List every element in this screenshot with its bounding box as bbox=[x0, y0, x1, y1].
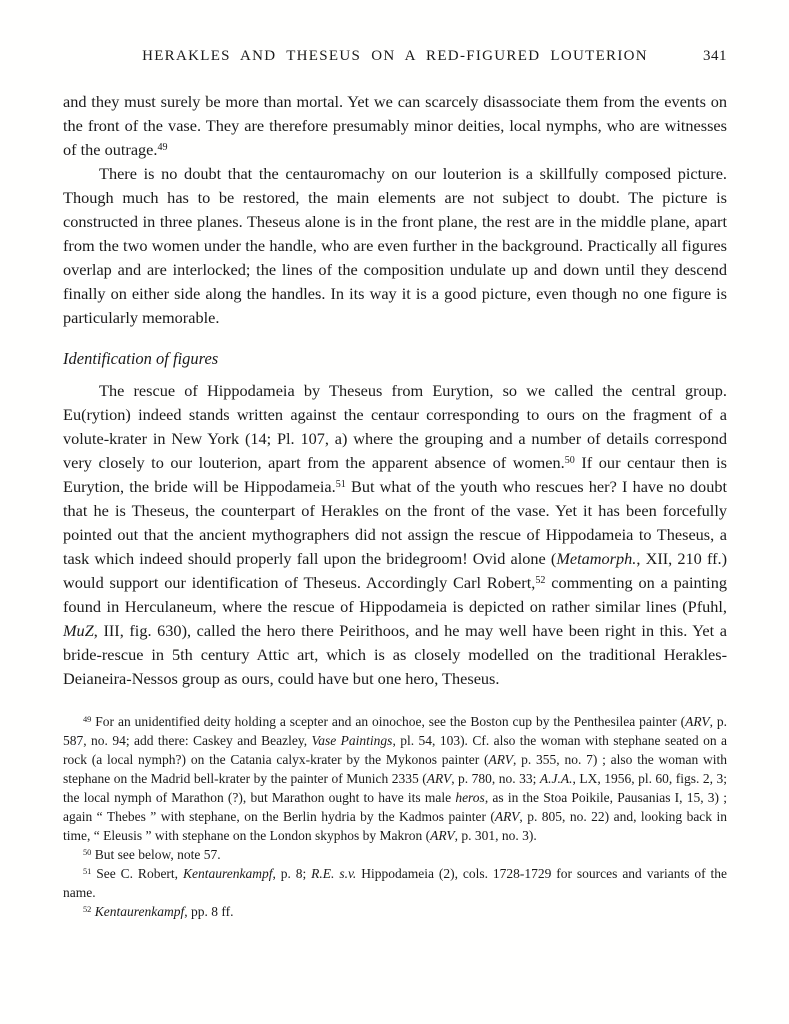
text-run: , p. 355, no. 7) ; also the woman with stephane on the Madrid bell-krater by the painter of Munich 2335 ( bbox=[63, 752, 727, 786]
italic-text: A.J.A. bbox=[539, 771, 573, 786]
footnote-marker: 52 bbox=[83, 904, 92, 914]
text-run: , as in the Stoa Poikile, Pausanias I, 15, 3) ; again “ Thebes ” with stephane, on the Berlin hydria by the Kadmos painter ( bbox=[63, 790, 727, 824]
footnote-marker: 50 bbox=[83, 847, 92, 857]
footnote-marker: 51 bbox=[83, 866, 92, 876]
italic-text: heros bbox=[455, 790, 485, 805]
italic-text: ARV bbox=[488, 752, 513, 767]
footnote-marker: 51 bbox=[335, 478, 346, 490]
italic-text: ARV bbox=[426, 771, 452, 786]
text-run: , XII, 210 ff.) would support our identification of Theseus. Accordingly Carl Robert, bbox=[63, 549, 727, 592]
italic-text: Kentaurenkampf bbox=[94, 904, 185, 919]
running-head bbox=[63, 48, 727, 65]
text-run: , pl. 54, 103). Cf. also the woman with stephane seated on a rock (a local nymph?) on the Catania calyx-krater by the Mykonos painter ( bbox=[63, 733, 727, 767]
text-run: commenting on a painting found in Herculaneum, where the rescue of Hippodameia is depicted on rather similar lines (Pfuhl, bbox=[63, 573, 727, 616]
paragraph bbox=[63, 162, 727, 330]
text-run: , p. 780, no. 33; bbox=[451, 771, 540, 786]
text-run: , p. 8; bbox=[272, 866, 312, 881]
text-run: See C. Robert, bbox=[91, 866, 183, 881]
footnote-marker: 50 bbox=[564, 454, 575, 466]
text-run: For an unidentified deity holding a scepter and an oinochoe, see the Boston cup by the Penthesilea painter ( bbox=[91, 714, 686, 729]
text-run: , p. 301, no. 3). bbox=[454, 828, 537, 843]
text-run: There is no doubt that the centauromachy on our louterion is a skillfully composed picture. Though much has to be restored, the main elements are not subject to doubt. The picture is constructed in three planes. Theseus alone is in the front plane, the rest are in the middle plane, apart from the two women under the handle, who are even further in the background. Practically all figures overlap and are interlocked; the lines of the composition undulate up and down until they descend finally on either side along the handles. In its way it is a good picture, even though no one figure is particularly memorable. bbox=[63, 164, 727, 327]
italic-text: MuZ bbox=[63, 621, 94, 640]
text-run: But see below, note 57. bbox=[91, 847, 221, 862]
text-run: , p. 587, no. 94; add there: Caskey and Beazley, bbox=[63, 714, 727, 748]
running-title: HERAKLES AND THESEUS ON A RED-FIGURED LOUTERION bbox=[142, 48, 648, 64]
footnote bbox=[63, 902, 727, 921]
text-run: But what of the youth who rescues her? I have no doubt that he is Theseus, the counterpart of Herakles on the front of the vase. Yet it has been forcefully pointed out that the ancient mythographers did not assign the rescue of Hippodameia to Theseus, a task which indeed should properly fall upon the bridegroom! Ovid alone ( bbox=[63, 477, 728, 568]
section-heading: Identification of figures bbox=[63, 349, 219, 368]
italic-text: R.E. s.v. bbox=[311, 866, 357, 881]
paragraph bbox=[63, 90, 727, 162]
footnote-marker: 49 bbox=[83, 714, 92, 724]
footnote bbox=[63, 712, 727, 845]
italic-text: Metamorph. bbox=[556, 549, 637, 568]
text-run: Hippodameia (2), cols. 1728-1729 for sources and variants of the name. bbox=[63, 866, 727, 900]
footnotes bbox=[63, 712, 727, 921]
text-run: and they must surely be more than mortal. Yet we can scarcely disassociate them from the events on the front of the vase. They are therefore presumably minor deities, local nymphs, who are witnesses of the outrage. bbox=[63, 92, 727, 159]
italic-text: ARV bbox=[430, 828, 455, 843]
italic-text: Vase Paintings bbox=[311, 733, 393, 748]
footnote bbox=[63, 864, 727, 902]
text-run: If our centaur then is Eurytion, the bride will be Hippodameia. bbox=[63, 453, 727, 496]
text-run: , pp. 8 ff. bbox=[184, 904, 234, 919]
text-run: The rescue of Hippodameia by Theseus from Eurytion, so we called the central group. Eu(rytion) indeed stands written against the centaur corresponding to ours on the fragment of a volute-krater in New York (14; Pl. 107, a) where the grouping and a number of details correspond very closely to our louterion, apart from the apparent absence of women. bbox=[63, 381, 727, 472]
italic-text: ARV bbox=[494, 809, 520, 824]
text-run: , p. 805, no. 22) and, looking back in time, “ Eleusis ” with stephane on the London skyphos by Makron ( bbox=[63, 809, 727, 843]
footnote bbox=[63, 845, 727, 864]
text-run: , LX, 1956, pl. 60, figs. 2, 3; the local nymph of Marathon (?), but Marathon ought to have its male bbox=[63, 771, 727, 805]
italic-text: Kentaurenkampf bbox=[182, 866, 273, 881]
footnote-marker: 49 bbox=[157, 141, 168, 153]
text-run: , III, fig. 630), called the hero there Peirithoos, and he may well have been right in this. Yet a bride-rescue in 5th century Attic art, which is as closely modelled on the traditional Herakles-Deianeira-Nessos group as ours, could have but one hero, Theseus. bbox=[63, 621, 727, 688]
footnote-marker: 52 bbox=[535, 574, 546, 586]
paragraph bbox=[63, 379, 727, 691]
page-number: 341 bbox=[703, 48, 727, 64]
article-body bbox=[63, 90, 727, 691]
italic-text: ARV bbox=[685, 714, 710, 729]
